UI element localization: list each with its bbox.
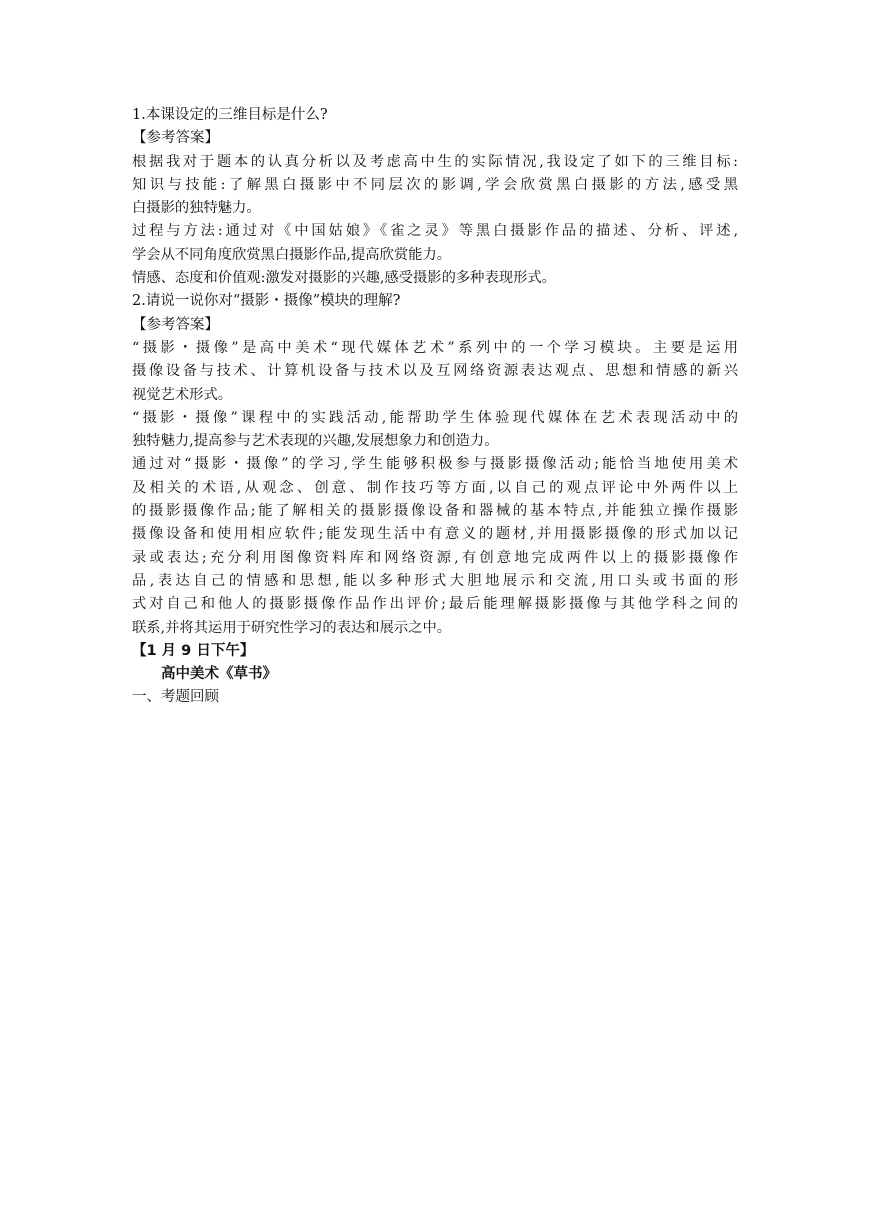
q2-answer-line: 及相关的术语,从观念、创意、制作技巧等方面,以自己的观点评论中外两件以上 [132, 479, 738, 496]
section-heading: 一、考题回顾 [132, 689, 219, 706]
q2-answer-line: 摄像设备和使用相应软件;能发现生活中有意义的题材,并用摄影摄像的形式加以记 [132, 526, 738, 543]
q2-answer-line: 联系,并将其运用于研究性学习的表达和展示之中。 [132, 619, 452, 636]
question-2: 2.请说一说你对“摄影・摄像”模块的理解? [132, 293, 401, 310]
answer-label-1: 【参考答案】 [132, 130, 219, 147]
q2-answer-line: 品,表达自己的情感和思想,能以多种形式大胆地展示和交流,用口头或书面的形 [132, 572, 738, 589]
q1-answer-line: 学会从不同角度欣赏黑白摄影作品,提高欣赏能力。 [132, 246, 452, 263]
q2-answer-line: 的摄影摄像作品;能了解相关的摄影摄像设备和器械的基本特点,并能独立操作摄影 [132, 503, 738, 520]
document-body [132, 104, 738, 710]
q2-answer-line: 通过对“摄影・摄像”的学习,学生能够积极参与摄影摄像活动;能恰当地使用美术 [132, 456, 738, 473]
q2-answer-line: “摄影・摄像”课程中的实践活动,能帮助学生体验现代媒体在艺术表现活动中的 [132, 409, 738, 426]
q2-answer-line: 式对自己和他人的摄影摄像作品作出评价;最后能理解摄影摄像与其他学科之间的 [132, 596, 738, 613]
q1-answer-line: 根据我对于题本的认真分析以及考虑高中生的实际情况,我设定了如下的三维目标: [132, 153, 738, 170]
q1-answer-line: 过程与方法:通过对《中国姑娘》《雀之灵》等黑白摄影作品的描述、分析、评述, [132, 223, 738, 240]
q2-answer-line: 录或表达;充分利用图像资料库和网络资源,有创意地完成两件以上的摄影摄像作 [132, 549, 738, 566]
q2-answer-line: 摄像设备与技术、计算机设备与技术以及互网络资源表达观点、思想和情感的新兴 [132, 363, 738, 380]
q2-answer-line: 独特魅力,提高参与艺术表现的兴趣,发展想象力和创造力。 [132, 433, 499, 450]
lesson-title: 高中美术《草书》 [161, 666, 277, 683]
q2-answer-line: “摄影・摄像”是高中美术“现代媒体艺术”系列中的一个学习模块。主要是运用 [132, 339, 738, 356]
q1-answer-line: 情感、态度和价值观:激发对摄影的兴趣,感受摄影的多种表现形式。 [132, 270, 556, 287]
session-heading: 【1 月 9 日下午】 [132, 642, 255, 659]
q1-answer-line: 白摄影的独特魅力。 [132, 200, 261, 217]
q1-answer-line: 知识与技能:了解黑白摄影中不同层次的影调,学会欣赏黑白摄影的方法,感受黑 [132, 176, 738, 193]
answer-label-2: 【参考答案】 [132, 316, 219, 333]
q2-answer-line: 视觉艺术形式。 [132, 386, 233, 403]
question-1: 1.本课设定的三维目标是什么? [132, 107, 328, 123]
